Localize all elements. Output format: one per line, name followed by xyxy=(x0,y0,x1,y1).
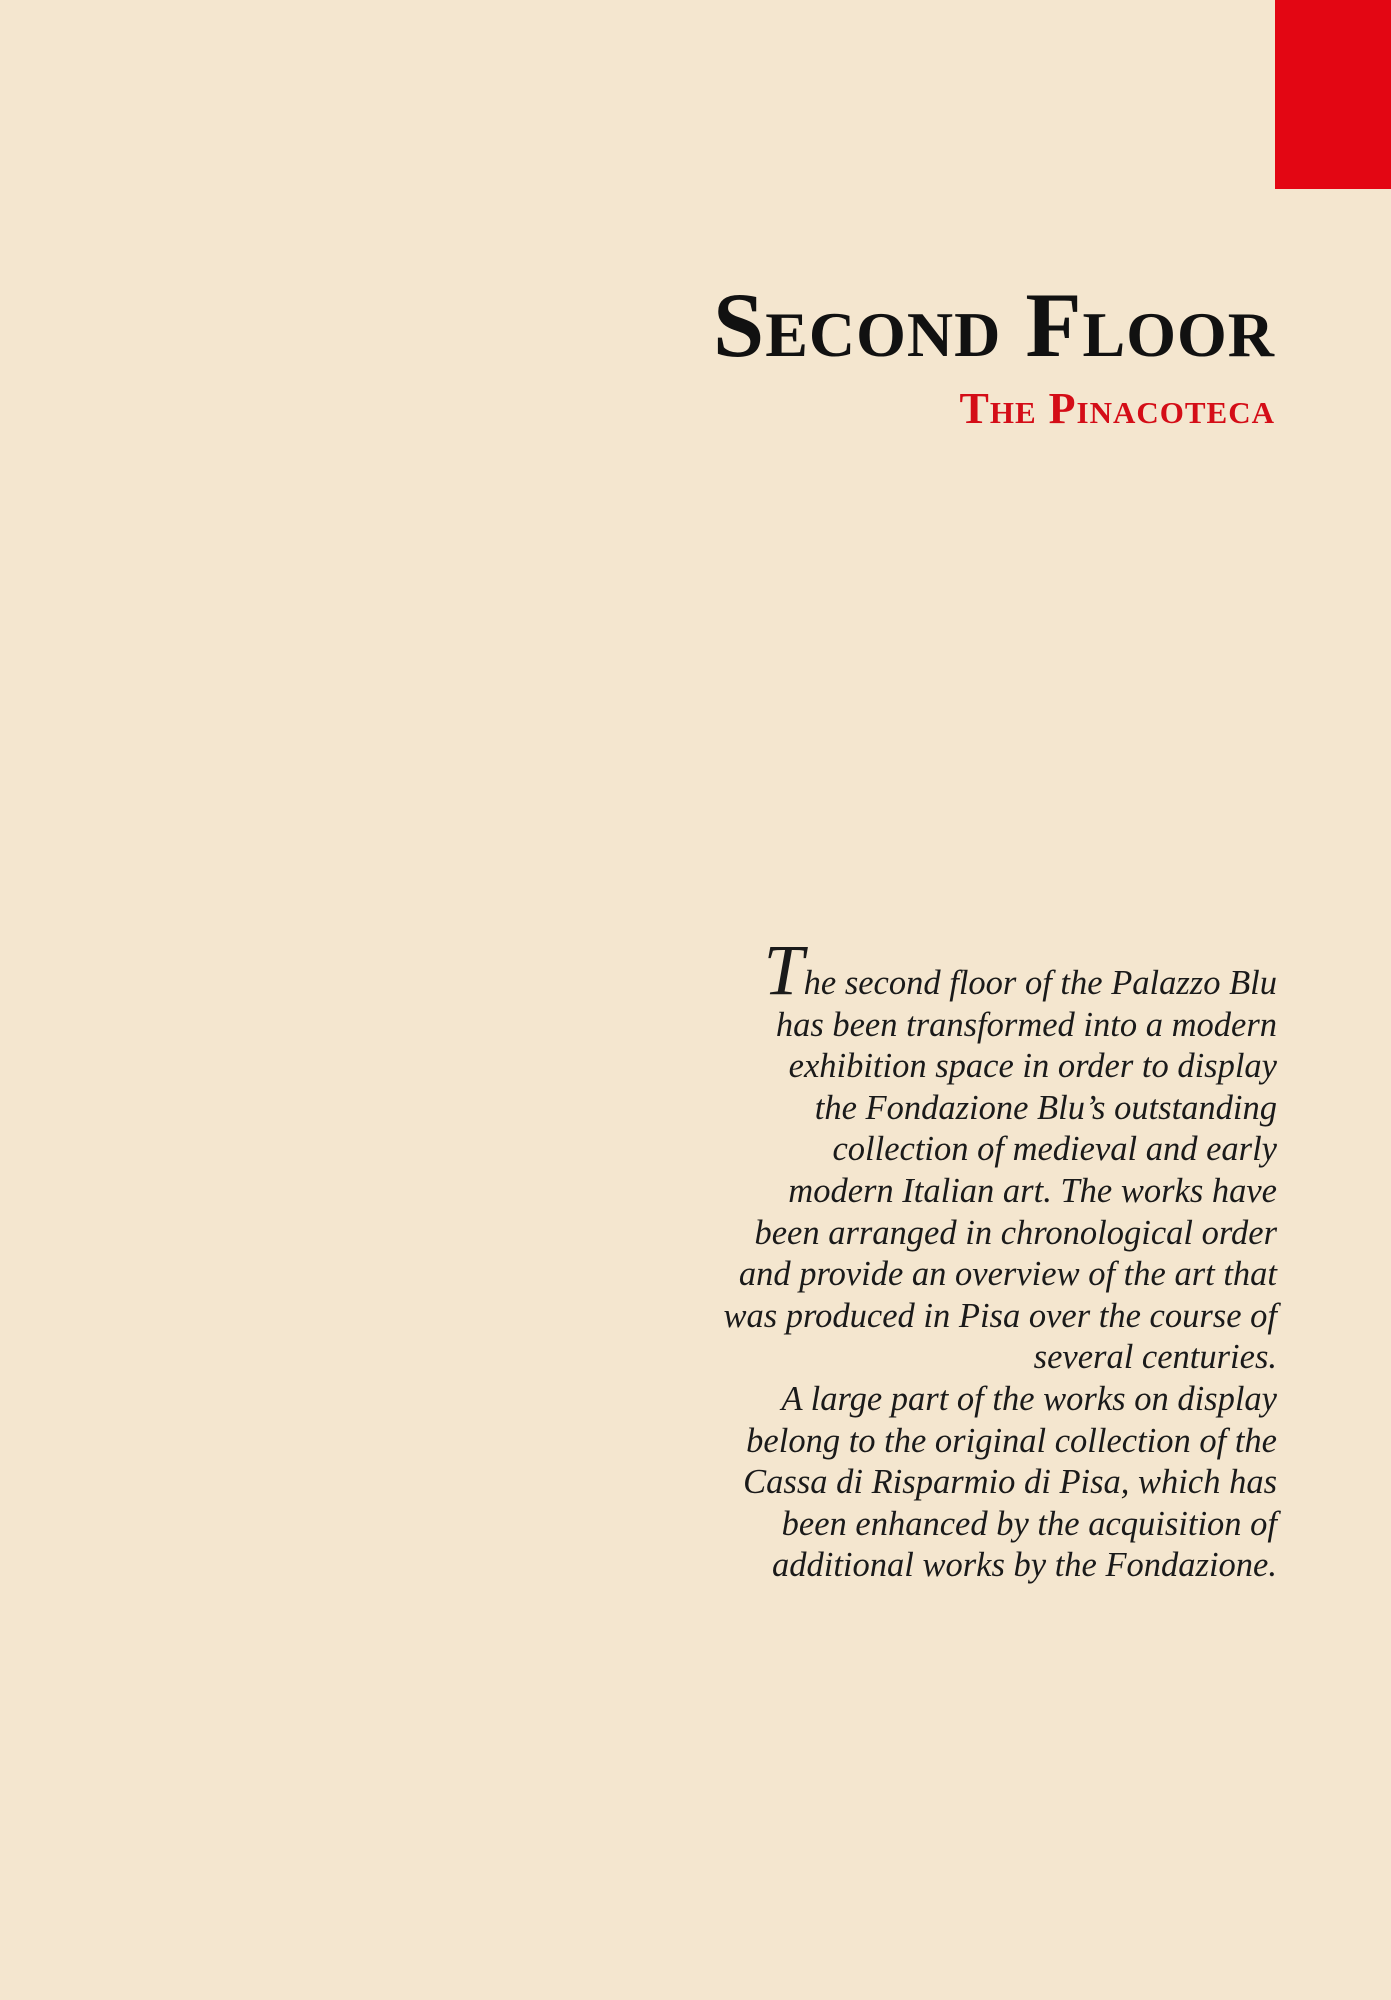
text-line: Cassa di Risparmio di Pisa, which has xyxy=(743,1463,1277,1502)
heading-block xyxy=(713,270,1275,434)
text-line: and provide an overview of the art that xyxy=(738,1255,1277,1294)
text-line: exhibition space in order to display xyxy=(788,1047,1277,1086)
page-subtitle: The Pinacoteca xyxy=(959,384,1275,433)
text-line: been enhanced by the acquisition of xyxy=(781,1504,1277,1543)
drop-cap: T xyxy=(763,930,804,1010)
body-text xyxy=(657,930,1277,1587)
text-line xyxy=(657,930,1277,1010)
text-line: collection of medieval and early xyxy=(832,1130,1277,1169)
text-line-content: he second floor of the Palazzo Blu xyxy=(803,964,1277,1002)
text-line: was produced in Pisa over the course of xyxy=(723,1296,1277,1335)
text-line: A large part of the works on display xyxy=(781,1379,1277,1418)
text-line: modern Italian art. The works have xyxy=(788,1171,1277,1210)
text-line: additional works by the Fondazione. xyxy=(771,1546,1277,1585)
text-line: has been transformed into a modern xyxy=(775,1005,1277,1044)
corner-tab xyxy=(1275,0,1391,189)
text-line: been arranged in chronological order xyxy=(754,1213,1277,1252)
text-line: belong to the original collection of the xyxy=(746,1421,1277,1460)
text-line: the Fondazione Blu’s outstanding xyxy=(814,1088,1277,1127)
page-title: Second Floor xyxy=(713,274,1275,376)
text-line: several centuries. xyxy=(1033,1338,1277,1377)
